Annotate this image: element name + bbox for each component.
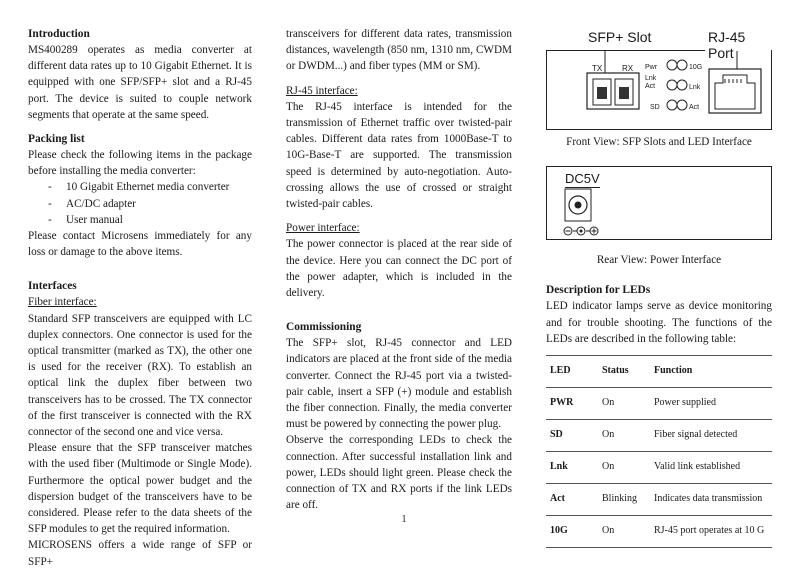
power-interface-text: The power connector is placed at the rear side of the device. Here you can connect the DC port of the power adapter, which is included in the delivery. (286, 238, 512, 300)
dc-jack-icon (547, 167, 771, 239)
right-column (546, 26, 772, 548)
commissioning-heading: Commissioning (286, 321, 362, 334)
front-view-diagram (546, 29, 772, 130)
dc5v-label: DC5V (565, 171, 600, 188)
commissioning-text-2: Observe the corresponding LEDs to check the connection. After successful installation link and power, LEDs should light green. Please check the connection of TX and RX ports if the link LEDs are off. (286, 434, 512, 512)
rear-view-diagram (546, 166, 772, 240)
table-row (546, 452, 772, 484)
leds-text: LED indicator lamps serve as device monitoring and for trouble shooting. The functions of the LEDs are described in the following table: (546, 300, 772, 345)
table-cell: SD (546, 420, 598, 452)
rj45-port-label: RJ-45 Port (705, 29, 771, 61)
power-interface-heading: Power interface: (286, 222, 360, 235)
rx-label: RX (622, 64, 634, 73)
sfp-slot-label: SFP+ Slot (585, 29, 654, 45)
table-header-row (546, 356, 772, 388)
rj45-interface-text: The RJ-45 interface is intended for the transmission of Ethernet traffic over twisted-pair cables. Different data rates from 1000Base-T to 10G-Base-T are supported. The transmission speed is determined by auto-negotiation. Auto-crossing allows the use of crossed or straight twisted-pair cables. (286, 100, 512, 211)
leds-heading: Description for LEDs (546, 284, 651, 297)
introduction-text: MS400289 operates as media converter at different data rates up to 10 Gigabit Ethernet. It is equipped with one SFP/SFP+ slot and a RJ-45 port. The device is suited to couple network segments that operate at the same speed. (28, 44, 252, 121)
pwr-label: Pwr (645, 64, 658, 71)
left-column (28, 26, 252, 570)
table-cell: On (598, 452, 650, 484)
rear-view-caption: Rear View: Power Interface (596, 254, 722, 267)
commissioning-text: The SFP+ slot, RJ-45 connector and LED indicators are placed at the front side of the media converter. Connect the RJ-45 port via a twisted-pair cable, insert a SFP (+) module and establish the fiber connection. Finally, the media converter must be powered by connecting the power plug. (286, 337, 512, 431)
act-label: Act (689, 104, 700, 111)
packing-list (28, 179, 252, 228)
table-cell: On (598, 516, 650, 548)
table-cell: Act (546, 484, 598, 516)
table-row (546, 484, 772, 516)
rj45-interface-heading: RJ-45 interface: (286, 84, 358, 97)
list-item: - User manual (48, 212, 252, 228)
table-cell: On (598, 388, 650, 420)
packing-list-heading: Packing list (28, 133, 85, 146)
10g-label: 10G (689, 64, 703, 71)
table-cell: Power supplied (650, 388, 772, 420)
column-header: LED (546, 356, 598, 388)
tx-label: TX (592, 64, 603, 73)
table-cell: Lnk (546, 452, 598, 484)
packing-note: Please contact Microsens immediately for any loss or damage to the above items. (28, 230, 252, 259)
table-cell: On (598, 420, 650, 452)
fiber-interface-text: Standard SFP transceivers are equipped with LC duplex connectors. One connector is used for the optical transmitter (marked as TX), the other one is used for the receiver (RX). To establish an optical link the duplex fiber between two transceivers has to be crossed. The TX connector of the first transceiver is connected with the RX connector of the second one and vice versa. (28, 312, 252, 439)
table-cell: Blinking (598, 484, 650, 516)
introduction-heading: Introduction (28, 28, 90, 40)
page-number: 1 (401, 514, 407, 525)
interfaces-heading: Interfaces (28, 280, 77, 293)
list-item: - 10 Gigabit Ethernet media converter (48, 179, 252, 195)
middle-column (286, 26, 512, 513)
table-row (546, 388, 772, 420)
list-item: - AC/DC adapter (48, 196, 252, 212)
column-header: Status (598, 356, 650, 388)
table-cell: Valid link established (650, 452, 772, 484)
fiber-interface-text-2: Please ensure that the SFP transceiver matches with the used fiber (Multimode or Single Mode). Furthermore the optical power budget and the dispersion budget of the transceivers have to be considered. Please refer to the data sheets of the SFP modules to get the required information. (28, 442, 252, 536)
fiber-interface-text-3: MICROSENS offers a wide range of SFP or SFP+ (28, 539, 252, 568)
packing-list-text: Please check the following items in the package before installing the media converter: (28, 149, 252, 178)
table-cell: PWR (546, 388, 598, 420)
column-header: Function (650, 356, 772, 388)
table-cell: Indicates data transmission (650, 484, 772, 516)
front-view-caption: Front View: SFP Slots and LED Interface (566, 136, 752, 148)
table-row (546, 420, 772, 452)
table-cell: RJ-45 port operates at 10 G (650, 516, 772, 548)
fiber-interface-continued: transceivers for different data rates, transmission distances, wavelength (850 nm, 1310 nm, CWDM or DWDM...) and fiber types (MM or SM). (286, 28, 512, 73)
sd-label: SD (650, 104, 660, 111)
lnk-label: Lnk (689, 84, 701, 91)
lnk-act-label: Lnk Act (645, 75, 657, 90)
fiber-interface-heading: Fiber interface: (28, 296, 97, 309)
table-cell: Fiber signal detected (650, 420, 772, 452)
table-cell: 10G (546, 516, 598, 548)
